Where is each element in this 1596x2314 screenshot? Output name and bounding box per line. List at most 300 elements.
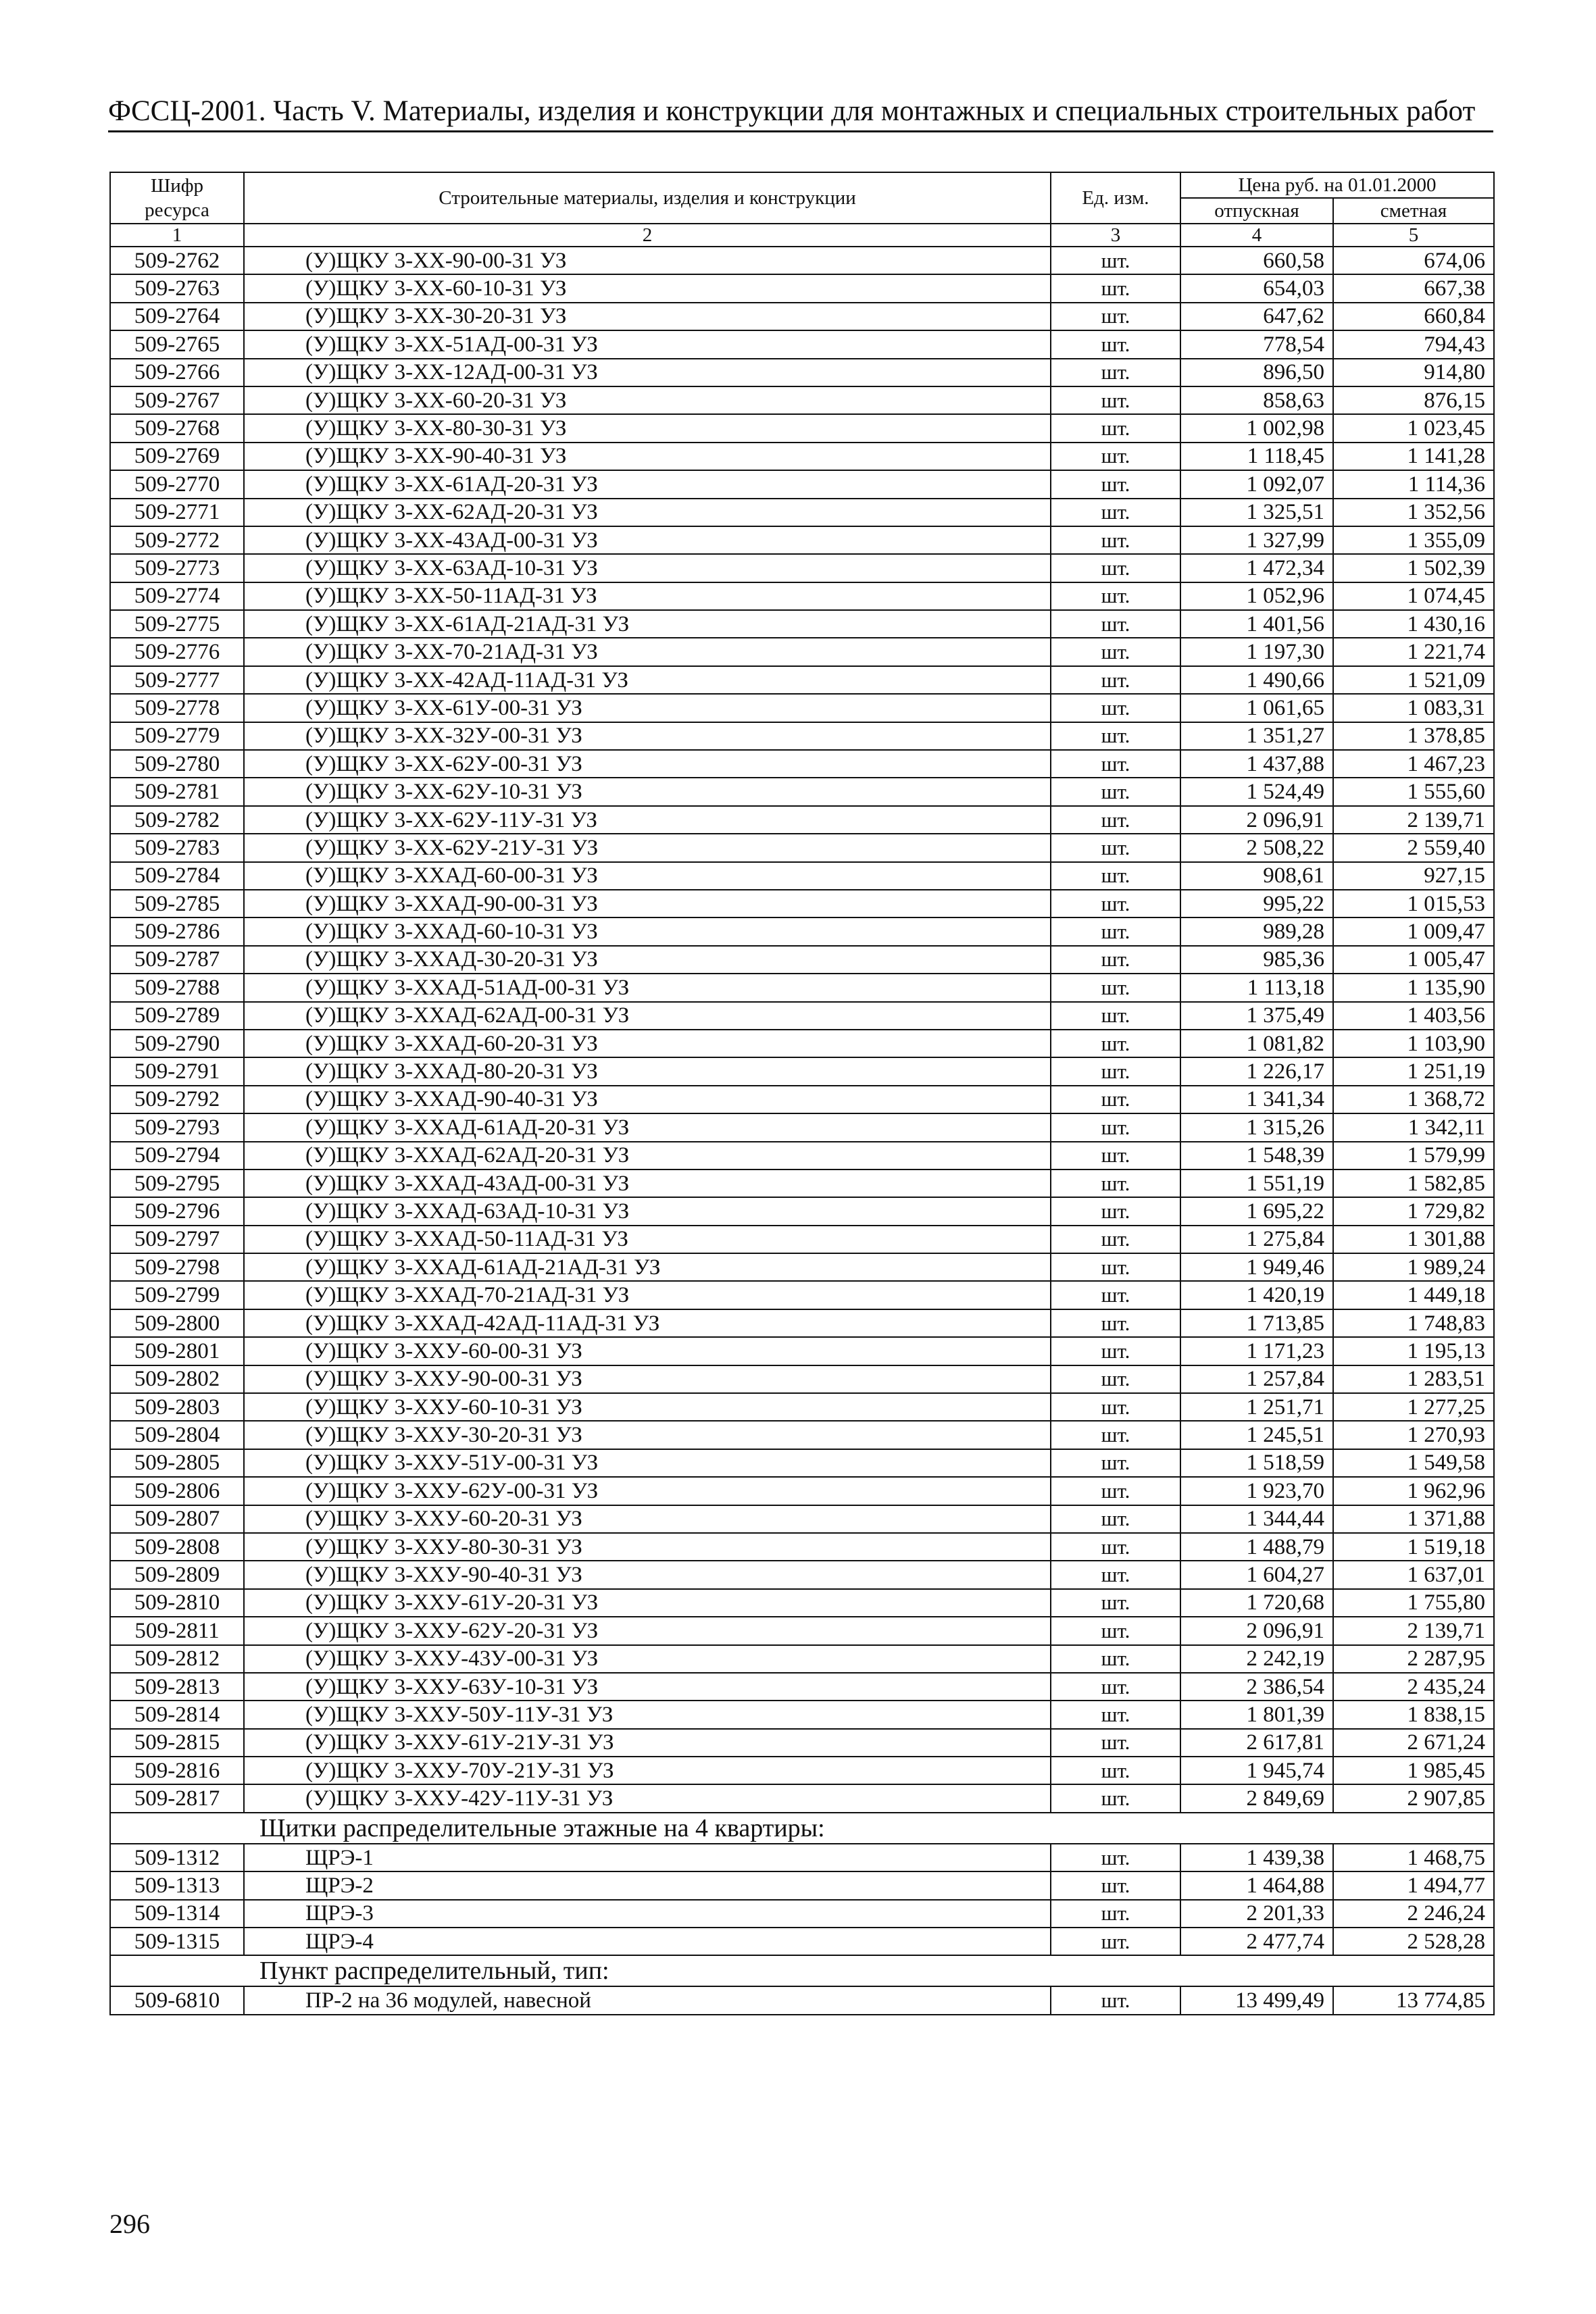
estimate-price: 1 378,85 — [1333, 722, 1494, 750]
item-name: (У)ЩКУ 3-ХХУ-60-10-31 УЗ — [244, 1393, 1051, 1421]
item-name: ПР-2 на 36 модулей, навесной — [244, 1986, 1051, 2014]
resource-code: 509-1313 — [110, 1871, 244, 1899]
estimate-price: 1 221,74 — [1333, 638, 1494, 665]
item-name: ЩРЭ-4 — [244, 1928, 1051, 1955]
estimate-price: 660,84 — [1333, 303, 1494, 330]
table-row — [110, 1844, 1494, 1871]
resource-code: 509-2769 — [110, 443, 244, 470]
estimate-price: 876,15 — [1333, 386, 1494, 414]
estimate-price: 1 352,56 — [1333, 499, 1494, 526]
unit: шт. — [1051, 946, 1180, 974]
estimate-price: 1 430,16 — [1333, 610, 1494, 638]
item-name: (У)ЩКУ 3-ХХАД-61АД-21АД-31 УЗ — [244, 1253, 1051, 1281]
unit: шт. — [1051, 414, 1180, 442]
item-name: (У)ЩКУ 3-ХХ-61АД-20-31 УЗ — [244, 470, 1051, 498]
unit: шт. — [1051, 1986, 1180, 2014]
unit: шт. — [1051, 694, 1180, 722]
section-row — [110, 1955, 1494, 1986]
table-row — [110, 1449, 1494, 1477]
unit: шт. — [1051, 862, 1180, 890]
resource-code: 509-2801 — [110, 1337, 244, 1365]
item-name: (У)ЩКУ 3-ХХАД-80-20-31 УЗ — [244, 1057, 1051, 1085]
release-price: 1 351,27 — [1180, 722, 1333, 750]
table-row — [110, 1900, 1494, 1928]
item-name: (У)ЩКУ 3-ХХ-90-40-31 УЗ — [244, 443, 1051, 470]
estimate-price: 927,15 — [1333, 862, 1494, 890]
unit: шт. — [1051, 1281, 1180, 1309]
item-name: (У)ЩКУ 3-ХХУ-60-20-31 УЗ — [244, 1505, 1051, 1533]
col-header-release: отпускная — [1180, 198, 1333, 224]
resource-code: 509-2804 — [110, 1421, 244, 1449]
unit: шт. — [1051, 554, 1180, 582]
release-price: 2 201,33 — [1180, 1900, 1333, 1928]
table-row — [110, 694, 1494, 722]
col-header-estimate: сметная — [1333, 198, 1494, 224]
unit: шт. — [1051, 1701, 1180, 1728]
release-price: 1 551,19 — [1180, 1169, 1333, 1197]
unit: шт. — [1051, 386, 1180, 414]
unit: шт. — [1051, 1253, 1180, 1281]
table-row — [110, 1645, 1494, 1673]
table-row — [110, 1309, 1494, 1337]
release-price: 1 327,99 — [1180, 526, 1333, 554]
release-price: 1 713,85 — [1180, 1309, 1333, 1337]
resource-code: 509-2775 — [110, 610, 244, 638]
item-name: (У)ЩКУ 3-ХХАД-60-00-31 УЗ — [244, 862, 1051, 890]
release-price: 1 490,66 — [1180, 666, 1333, 694]
release-price: 1 945,74 — [1180, 1757, 1333, 1784]
resource-code: 509-2808 — [110, 1533, 244, 1561]
unit: шт. — [1051, 1784, 1180, 1812]
item-name: (У)ЩКУ 3-ХХАД-90-00-31 УЗ — [244, 890, 1051, 917]
estimate-price: 2 435,24 — [1333, 1673, 1494, 1701]
estimate-price: 1 467,23 — [1333, 750, 1494, 778]
item-name: (У)ЩКУ 3-ХХУ-61У-20-31 УЗ — [244, 1589, 1051, 1617]
item-name: (У)ЩКУ 3-ХХУ-90-40-31 УЗ — [244, 1561, 1051, 1588]
unit: шт. — [1051, 526, 1180, 554]
estimate-price: 1 103,90 — [1333, 1030, 1494, 1057]
table-row — [110, 499, 1494, 526]
item-name: (У)ЩКУ 3-ХХУ-61У-21У-31 УЗ — [244, 1729, 1051, 1757]
table-row — [110, 946, 1494, 974]
estimate-price: 1 270,93 — [1333, 1421, 1494, 1449]
table-row — [110, 1589, 1494, 1617]
estimate-price: 1 555,60 — [1333, 778, 1494, 805]
col-header-name: Строительные материалы, изделия и конструкции — [244, 172, 1051, 224]
release-price: 654,03 — [1180, 274, 1333, 302]
unit: шт. — [1051, 470, 1180, 498]
resource-code: 509-2810 — [110, 1589, 244, 1617]
table-row — [110, 1197, 1494, 1225]
estimate-price: 1 494,77 — [1333, 1871, 1494, 1899]
estimate-price: 1 449,18 — [1333, 1281, 1494, 1309]
release-price: 1 420,19 — [1180, 1281, 1333, 1309]
table-row — [110, 750, 1494, 778]
col-header-code: Шифр ресурса — [110, 172, 244, 224]
resource-code: 509-2797 — [110, 1226, 244, 1253]
item-name: (У)ЩКУ 3-ХХАД-51АД-00-31 УЗ — [244, 974, 1051, 1001]
estimate-price: 1 114,36 — [1333, 470, 1494, 498]
table-row — [110, 1729, 1494, 1757]
unit: шт. — [1051, 806, 1180, 834]
resource-code: 509-2809 — [110, 1561, 244, 1588]
release-price: 1 275,84 — [1180, 1226, 1333, 1253]
estimate-price: 667,38 — [1333, 274, 1494, 302]
release-price: 2 617,81 — [1180, 1729, 1333, 1757]
table-row — [110, 386, 1494, 414]
unit: шт. — [1051, 1030, 1180, 1057]
release-price: 2 508,22 — [1180, 834, 1333, 861]
release-price: 1 548,39 — [1180, 1142, 1333, 1169]
item-name: (У)ЩКУ 3-ХХ-12АД-00-31 УЗ — [244, 359, 1051, 386]
item-name: (У)ЩКУ 3-ХХУ-43У-00-31 УЗ — [244, 1645, 1051, 1673]
estimate-price: 1 502,39 — [1333, 554, 1494, 582]
unit: шт. — [1051, 274, 1180, 302]
item-name: (У)ЩКУ 3-ХХАД-50-11АД-31 УЗ — [244, 1226, 1051, 1253]
estimate-price: 13 774,85 — [1333, 1986, 1494, 2014]
resource-code: 509-1312 — [110, 1844, 244, 1871]
item-name: (У)ЩКУ 3-ХХ-50-11АД-31 УЗ — [244, 582, 1051, 610]
release-price: 1 437,88 — [1180, 750, 1333, 778]
resource-code: 509-2813 — [110, 1673, 244, 1701]
resource-code: 509-2807 — [110, 1505, 244, 1533]
estimate-price: 1 023,45 — [1333, 414, 1494, 442]
release-price: 1 226,17 — [1180, 1057, 1333, 1085]
table-row — [110, 1928, 1494, 1955]
item-name: (У)ЩКУ 3-ХХ-60-20-31 УЗ — [244, 386, 1051, 414]
estimate-price: 1 962,96 — [1333, 1477, 1494, 1505]
resource-code: 509-2812 — [110, 1645, 244, 1673]
unit: шт. — [1051, 1673, 1180, 1701]
estimate-price: 2 671,24 — [1333, 1729, 1494, 1757]
table-row — [110, 1393, 1494, 1421]
unit: шт. — [1051, 1477, 1180, 1505]
estimate-price: 2 528,28 — [1333, 1928, 1494, 1955]
resource-code: 509-2771 — [110, 499, 244, 526]
release-price: 1 061,65 — [1180, 694, 1333, 722]
estimate-price: 1 989,24 — [1333, 1253, 1494, 1281]
item-name: (У)ЩКУ 3-ХХУ-51У-00-31 УЗ — [244, 1449, 1051, 1477]
release-price: 2 242,19 — [1180, 1645, 1333, 1673]
unit: шт. — [1051, 330, 1180, 358]
item-name: (У)ЩКУ 3-ХХ-61АД-21АД-31 УЗ — [244, 610, 1051, 638]
table-row — [110, 1871, 1494, 1899]
release-price: 2 849,69 — [1180, 1784, 1333, 1812]
estimate-price: 1 015,53 — [1333, 890, 1494, 917]
item-name: ЩРЭ-3 — [244, 1900, 1051, 1928]
estimate-price: 1 838,15 — [1333, 1701, 1494, 1728]
table-head — [110, 172, 1494, 224]
resource-code: 509-2798 — [110, 1253, 244, 1281]
table-row — [110, 414, 1494, 442]
item-name: (У)ЩКУ 3-ХХАД-30-20-31 УЗ — [244, 946, 1051, 974]
price-table — [109, 172, 1495, 2015]
resource-code: 509-2787 — [110, 946, 244, 974]
estimate-price: 1 135,90 — [1333, 974, 1494, 1001]
unit: шт. — [1051, 1393, 1180, 1421]
release-price: 908,61 — [1180, 862, 1333, 890]
table-row — [110, 1757, 1494, 1784]
table-row — [110, 834, 1494, 861]
estimate-price: 1 195,13 — [1333, 1337, 1494, 1365]
estimate-price: 1 009,47 — [1333, 917, 1494, 945]
table-row — [110, 1533, 1494, 1561]
release-price: 1 518,59 — [1180, 1449, 1333, 1477]
column-number: 2 — [244, 224, 1051, 247]
release-price: 1 257,84 — [1180, 1365, 1333, 1393]
estimate-price: 1 371,88 — [1333, 1505, 1494, 1533]
unit: шт. — [1051, 1337, 1180, 1365]
unit: шт. — [1051, 582, 1180, 610]
item-name: (У)ЩКУ 3-ХХ-62АД-20-31 УЗ — [244, 499, 1051, 526]
release-price: 896,50 — [1180, 359, 1333, 386]
column-number: 3 — [1051, 224, 1180, 247]
table-row — [110, 1365, 1494, 1393]
unit: шт. — [1051, 1757, 1180, 1784]
table-row — [110, 274, 1494, 302]
item-name: ЩРЭ-1 — [244, 1844, 1051, 1871]
unit: шт. — [1051, 1086, 1180, 1113]
release-price: 13 499,49 — [1180, 1986, 1333, 2014]
price-table-container — [109, 172, 1493, 2015]
resource-code: 509-2767 — [110, 386, 244, 414]
unit: шт. — [1051, 359, 1180, 386]
unit: шт. — [1051, 1844, 1180, 1871]
unit: шт. — [1051, 499, 1180, 526]
item-name: (У)ЩКУ 3-ХХАД-61АД-20-31 УЗ — [244, 1113, 1051, 1141]
table-row — [110, 526, 1494, 554]
unit: шт. — [1051, 1729, 1180, 1757]
table-row — [110, 1477, 1494, 1505]
resource-code: 509-2778 — [110, 694, 244, 722]
estimate-price: 1 301,88 — [1333, 1226, 1494, 1253]
table-row — [110, 1030, 1494, 1057]
resource-code: 509-2802 — [110, 1365, 244, 1393]
table-row — [110, 1337, 1494, 1365]
unit: шт. — [1051, 750, 1180, 778]
estimate-price: 1 277,25 — [1333, 1393, 1494, 1421]
item-name: (У)ЩКУ 3-ХХ-90-00-31 УЗ — [244, 247, 1051, 274]
item-name: (У)ЩКУ 3-ХХАД-43АД-00-31 УЗ — [244, 1169, 1051, 1197]
resource-code: 509-2793 — [110, 1113, 244, 1141]
resource-code: 509-2789 — [110, 1002, 244, 1030]
unit: шт. — [1051, 1421, 1180, 1449]
resource-code: 509-2779 — [110, 722, 244, 750]
item-name: (У)ЩКУ 3-ХХ-62У-21У-31 УЗ — [244, 834, 1051, 861]
item-name: (У)ЩКУ 3-ХХУ-70У-21У-31 УЗ — [244, 1757, 1051, 1784]
unit: шт. — [1051, 443, 1180, 470]
unit: шт. — [1051, 1505, 1180, 1533]
resource-code: 509-2774 — [110, 582, 244, 610]
resource-code: 509-2776 — [110, 638, 244, 665]
item-name: (У)ЩКУ 3-ХХАД-63АД-10-31 УЗ — [244, 1197, 1051, 1225]
release-price: 1 923,70 — [1180, 1477, 1333, 1505]
resource-code: 509-2782 — [110, 806, 244, 834]
table-row — [110, 1421, 1494, 1449]
release-price: 1 341,34 — [1180, 1086, 1333, 1113]
item-name: (У)ЩКУ 3-ХХ-30-20-31 УЗ — [244, 303, 1051, 330]
item-name: (У)ЩКУ 3-ХХУ-90-00-31 УЗ — [244, 1365, 1051, 1393]
estimate-price: 1 005,47 — [1333, 946, 1494, 974]
table-body — [110, 224, 1494, 2015]
item-name: (У)ЩКУ 3-ХХ-32У-00-31 УЗ — [244, 722, 1051, 750]
release-price: 1 488,79 — [1180, 1533, 1333, 1561]
item-name: (У)ЩКУ 3-ХХ-42АД-11АД-31 УЗ — [244, 666, 1051, 694]
release-price: 1 720,68 — [1180, 1589, 1333, 1617]
table-row — [110, 638, 1494, 665]
col-header-unit: Ед. изм. — [1051, 172, 1180, 224]
table-row — [110, 303, 1494, 330]
section-row — [110, 1813, 1494, 1844]
table-row — [110, 974, 1494, 1001]
release-price: 985,36 — [1180, 946, 1333, 974]
unit: шт. — [1051, 890, 1180, 917]
item-name: (У)ЩКУ 3-ХХУ-62У-00-31 УЗ — [244, 1477, 1051, 1505]
estimate-price: 1 368,72 — [1333, 1086, 1494, 1113]
release-price: 2 096,91 — [1180, 1617, 1333, 1644]
resource-code: 509-2781 — [110, 778, 244, 805]
release-price: 1 401,56 — [1180, 610, 1333, 638]
release-price: 1 118,45 — [1180, 443, 1333, 470]
release-price: 1 439,38 — [1180, 1844, 1333, 1871]
unit: шт. — [1051, 1928, 1180, 1955]
item-name: (У)ЩКУ 3-ХХАД-90-40-31 УЗ — [244, 1086, 1051, 1113]
release-price: 1 251,71 — [1180, 1393, 1333, 1421]
resource-code: 509-2772 — [110, 526, 244, 554]
item-name: (У)ЩКУ 3-ХХАД-42АД-11АД-31 УЗ — [244, 1309, 1051, 1337]
estimate-price: 1 579,99 — [1333, 1142, 1494, 1169]
column-number: 5 — [1333, 224, 1494, 247]
estimate-price: 1 141,28 — [1333, 443, 1494, 470]
unit: шт. — [1051, 1197, 1180, 1225]
resource-code: 509-2763 — [110, 274, 244, 302]
release-price: 2 477,74 — [1180, 1928, 1333, 1955]
resource-code: 509-2800 — [110, 1309, 244, 1337]
resource-code: 509-2792 — [110, 1086, 244, 1113]
table-row — [110, 666, 1494, 694]
table-row — [110, 470, 1494, 498]
table-row — [110, 862, 1494, 890]
page-header: ФССЦ-2001. Часть V. Материалы, изделия и конструкции для монтажных и специальных строительных работ — [108, 95, 1493, 132]
estimate-price: 1 083,31 — [1333, 694, 1494, 722]
table-row — [110, 1281, 1494, 1309]
resource-code: 509-2795 — [110, 1169, 244, 1197]
table-row — [110, 1673, 1494, 1701]
release-price: 1 801,39 — [1180, 1701, 1333, 1728]
table-row — [110, 610, 1494, 638]
item-name: (У)ЩКУ 3-ХХ-60-10-31 УЗ — [244, 274, 1051, 302]
release-price: 2 096,91 — [1180, 806, 1333, 834]
table-row — [110, 359, 1494, 386]
resource-code: 509-2790 — [110, 1030, 244, 1057]
item-name: (У)ЩКУ 3-ХХУ-42У-11У-31 УЗ — [244, 1784, 1051, 1812]
estimate-price: 674,06 — [1333, 247, 1494, 274]
resource-code: 509-2811 — [110, 1617, 244, 1644]
resource-code: 509-2785 — [110, 890, 244, 917]
unit: шт. — [1051, 1871, 1180, 1899]
estimate-price: 1 074,45 — [1333, 582, 1494, 610]
item-name: (У)ЩКУ 3-ХХАД-60-10-31 УЗ — [244, 917, 1051, 945]
item-name: (У)ЩКУ 3-ХХ-62У-00-31 УЗ — [244, 750, 1051, 778]
unit: шт. — [1051, 1002, 1180, 1030]
item-name: (У)ЩКУ 3-ХХАД-60-20-31 УЗ — [244, 1030, 1051, 1057]
table-row — [110, 722, 1494, 750]
item-name: (У)ЩКУ 3-ХХ-62У-10-31 УЗ — [244, 778, 1051, 805]
unit: шт. — [1051, 1057, 1180, 1085]
resource-code: 509-2784 — [110, 862, 244, 890]
table-row — [110, 1226, 1494, 1253]
unit: шт. — [1051, 1113, 1180, 1141]
item-name: (У)ЩКУ 3-ХХАД-70-21АД-31 УЗ — [244, 1281, 1051, 1309]
resource-code: 509-2773 — [110, 554, 244, 582]
release-price: 1 245,51 — [1180, 1421, 1333, 1449]
resource-code: 509-2764 — [110, 303, 244, 330]
release-price: 989,28 — [1180, 917, 1333, 945]
resource-code: 509-2791 — [110, 1057, 244, 1085]
unit: шт. — [1051, 1142, 1180, 1169]
estimate-price: 1 283,51 — [1333, 1365, 1494, 1393]
release-price: 1 472,34 — [1180, 554, 1333, 582]
resource-code: 509-2765 — [110, 330, 244, 358]
table-row — [110, 1986, 1494, 2014]
item-name: ЩРЭ-2 — [244, 1871, 1051, 1899]
unit: шт. — [1051, 1617, 1180, 1644]
resource-code: 509-2783 — [110, 834, 244, 861]
resource-code: 509-2768 — [110, 414, 244, 442]
estimate-price: 1 637,01 — [1333, 1561, 1494, 1588]
item-name: (У)ЩКУ 3-ХХУ-30-20-31 УЗ — [244, 1421, 1051, 1449]
unit: шт. — [1051, 1226, 1180, 1253]
unit: шт. — [1051, 666, 1180, 694]
item-name: (У)ЩКУ 3-ХХУ-50У-11У-31 УЗ — [244, 1701, 1051, 1728]
item-name: (У)ЩКУ 3-ХХ-61У-00-31 УЗ — [244, 694, 1051, 722]
column-number-row — [110, 224, 1494, 247]
table-row — [110, 1505, 1494, 1533]
release-price: 1 081,82 — [1180, 1030, 1333, 1057]
estimate-price: 794,43 — [1333, 330, 1494, 358]
release-price: 778,54 — [1180, 330, 1333, 358]
resource-code: 509-2806 — [110, 1477, 244, 1505]
estimate-price: 1 521,09 — [1333, 666, 1494, 694]
item-name: (У)ЩКУ 3-ХХ-43АД-00-31 УЗ — [244, 526, 1051, 554]
resource-code: 509-2762 — [110, 247, 244, 274]
estimate-price: 2 139,71 — [1333, 1617, 1494, 1644]
table-row — [110, 1701, 1494, 1728]
item-name: (У)ЩКУ 3-ХХАД-62АД-20-31 УЗ — [244, 1142, 1051, 1169]
estimate-price: 2 246,24 — [1333, 1900, 1494, 1928]
release-price: 1 171,23 — [1180, 1337, 1333, 1365]
table-row — [110, 1784, 1494, 1812]
table-row — [110, 1617, 1494, 1644]
table-row — [110, 1142, 1494, 1169]
release-price: 858,63 — [1180, 386, 1333, 414]
table-row — [110, 1057, 1494, 1085]
unit: шт. — [1051, 917, 1180, 945]
estimate-price: 1 519,18 — [1333, 1533, 1494, 1561]
estimate-price: 2 559,40 — [1333, 834, 1494, 861]
resource-code: 509-2817 — [110, 1784, 244, 1812]
table-row — [110, 1002, 1494, 1030]
release-price: 1 002,98 — [1180, 414, 1333, 442]
item-name: (У)ЩКУ 3-ХХ-63АД-10-31 УЗ — [244, 554, 1051, 582]
release-price: 1 464,88 — [1180, 1871, 1333, 1899]
unit: шт. — [1051, 778, 1180, 805]
resource-code: 509-2816 — [110, 1757, 244, 1784]
resource-code: 509-2799 — [110, 1281, 244, 1309]
table-row — [110, 1086, 1494, 1113]
estimate-price: 1 729,82 — [1333, 1197, 1494, 1225]
release-price: 1 315,26 — [1180, 1113, 1333, 1141]
